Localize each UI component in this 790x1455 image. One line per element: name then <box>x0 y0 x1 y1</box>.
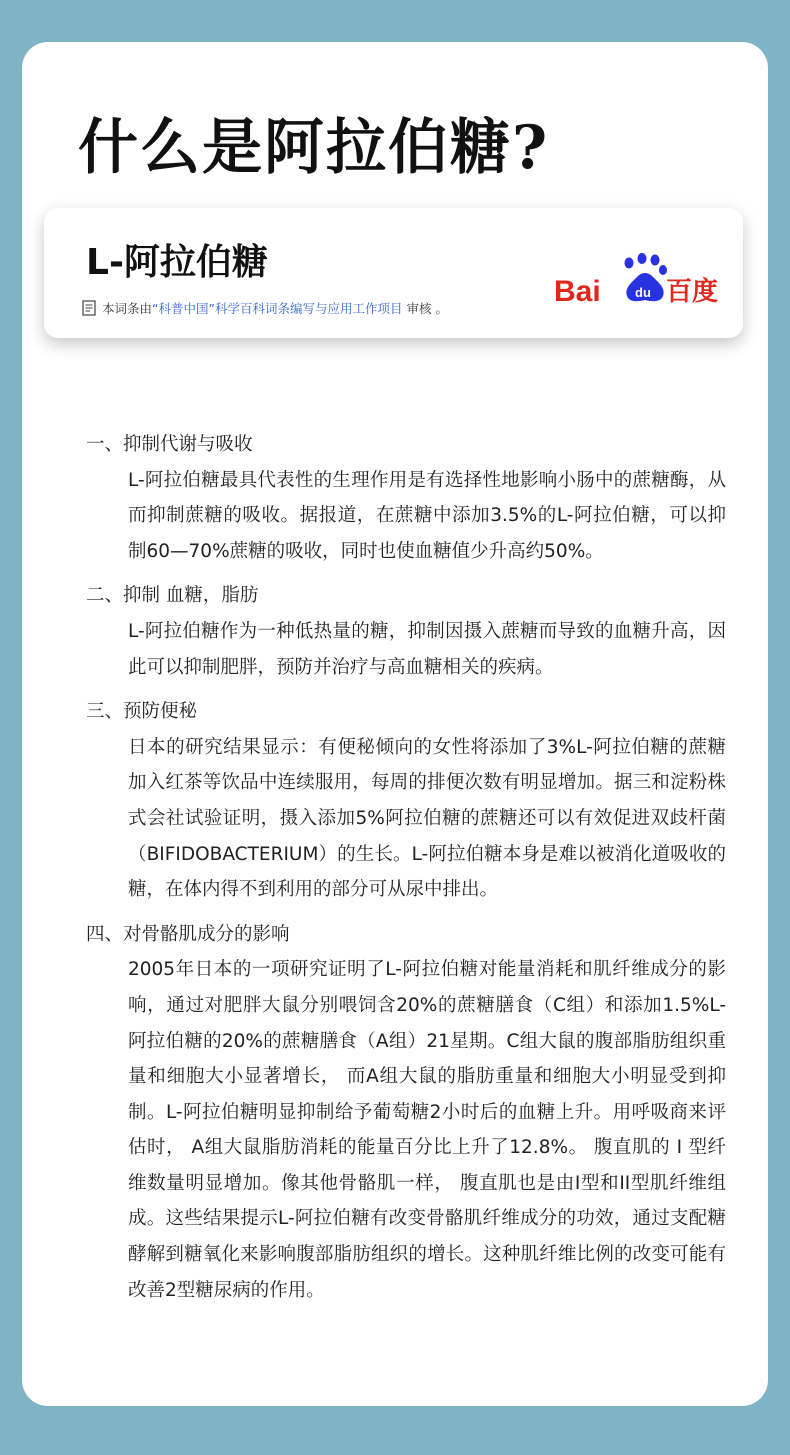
section-paragraph: 日本的研究结果显示：有便秘倾向的女性将添加了3%L-阿拉伯糖的蔗糖加入红茶等饮品中连续服用，每周的排便次数有明显增加。据三和淀粉株式会社试验证明，摄入添加5%阿拉伯糖的蔗糖还可以有效促进双歧杆菌（BIFIDOBACTERIUM）的生长。L-阿拉伯糖本身是难以被消化道吸收的糖，在体内得不到利用的部分可从尿中排出。 <box>128 736 726 901</box>
content-card <box>22 42 768 1406</box>
section-title: 四、对骨骼肌成分的影响 <box>86 923 290 945</box>
document-icon <box>82 300 97 316</box>
page-title: 什么是阿拉伯糖? <box>78 113 550 183</box>
baidu-logo-cn: 百度 <box>666 277 719 307</box>
baidu-logo-du: du <box>635 285 651 300</box>
section-title: 一、抑制代谢与吸收 <box>86 434 253 455</box>
section-paragraph: L-阿拉伯糖作为一种低热量的糖，抑制因摄入蔗糖而导致的血糖升高，因此可以抑制肥胖，预防并治疗与高血糖相关的疾病。 <box>128 620 726 678</box>
baidu-logo <box>554 252 720 308</box>
section-title: 三、预防便秘 <box>86 701 198 723</box>
section-title: 二、抑制 血糖，脂肪 <box>86 585 259 607</box>
section-paragraph: 2005年日本的一项研究证明了L-阿拉伯糖对能量消耗和肌纤维成分的影响，通过对肥胖大鼠分别喂饲含20%的蔗糖膳食（C组）和添加1.5%L-阿拉伯糖的20%的蔗糖膳食（A组）21星期。C组大鼠的腹部脂肪组织重量和细胞大小显著增长， 而A组大鼠的脂肪重量和细胞大小明显受到抑制。L-阿拉伯糖明显抑制给予葡萄糖2小时后的血糖上升。用呼吸商来评估时， A组大鼠脂肪消耗的能量百分比上升了12.8%。 腹直肌的 I 型纤维数量明显增加。像其他骨骼肌一样， 腹直肌也是由I型和II型肌纤维组成。这些结果提示L-阿拉伯糖有改变骨骼肌纤维成分的功效，通过支配糖酵解到糖氧化来影响腹部脂肪组织的增长。这种肌纤维比例的改变可能有改善2型糖尿病的作用。 <box>128 959 726 1301</box>
encyclopedia-entry-card <box>44 208 743 338</box>
review-suffix: 审核 。 <box>406 301 448 316</box>
section-paragraph: L-阿拉伯糖最具代表性的生理作用是有选择性地影响小肠中的蔗糖酶，从而抑制蔗糖的吸收。据报道，在蔗糖中添加3.5%的L-阿拉伯糖，可以抑制60—70%蔗糖的吸收，同时也使血糖值少升高约50%。 <box>128 469 726 562</box>
review-prefix: 本词条由 <box>102 301 153 316</box>
entry-title: L-阿拉伯糖 <box>86 242 268 283</box>
baidu-logo-latin: Bai <box>554 275 601 308</box>
review-project-link[interactable]: “科普中国”科学百科词条编写与应用工作项目 <box>152 301 403 316</box>
review-note <box>82 299 448 317</box>
article-body <box>86 427 726 1317</box>
